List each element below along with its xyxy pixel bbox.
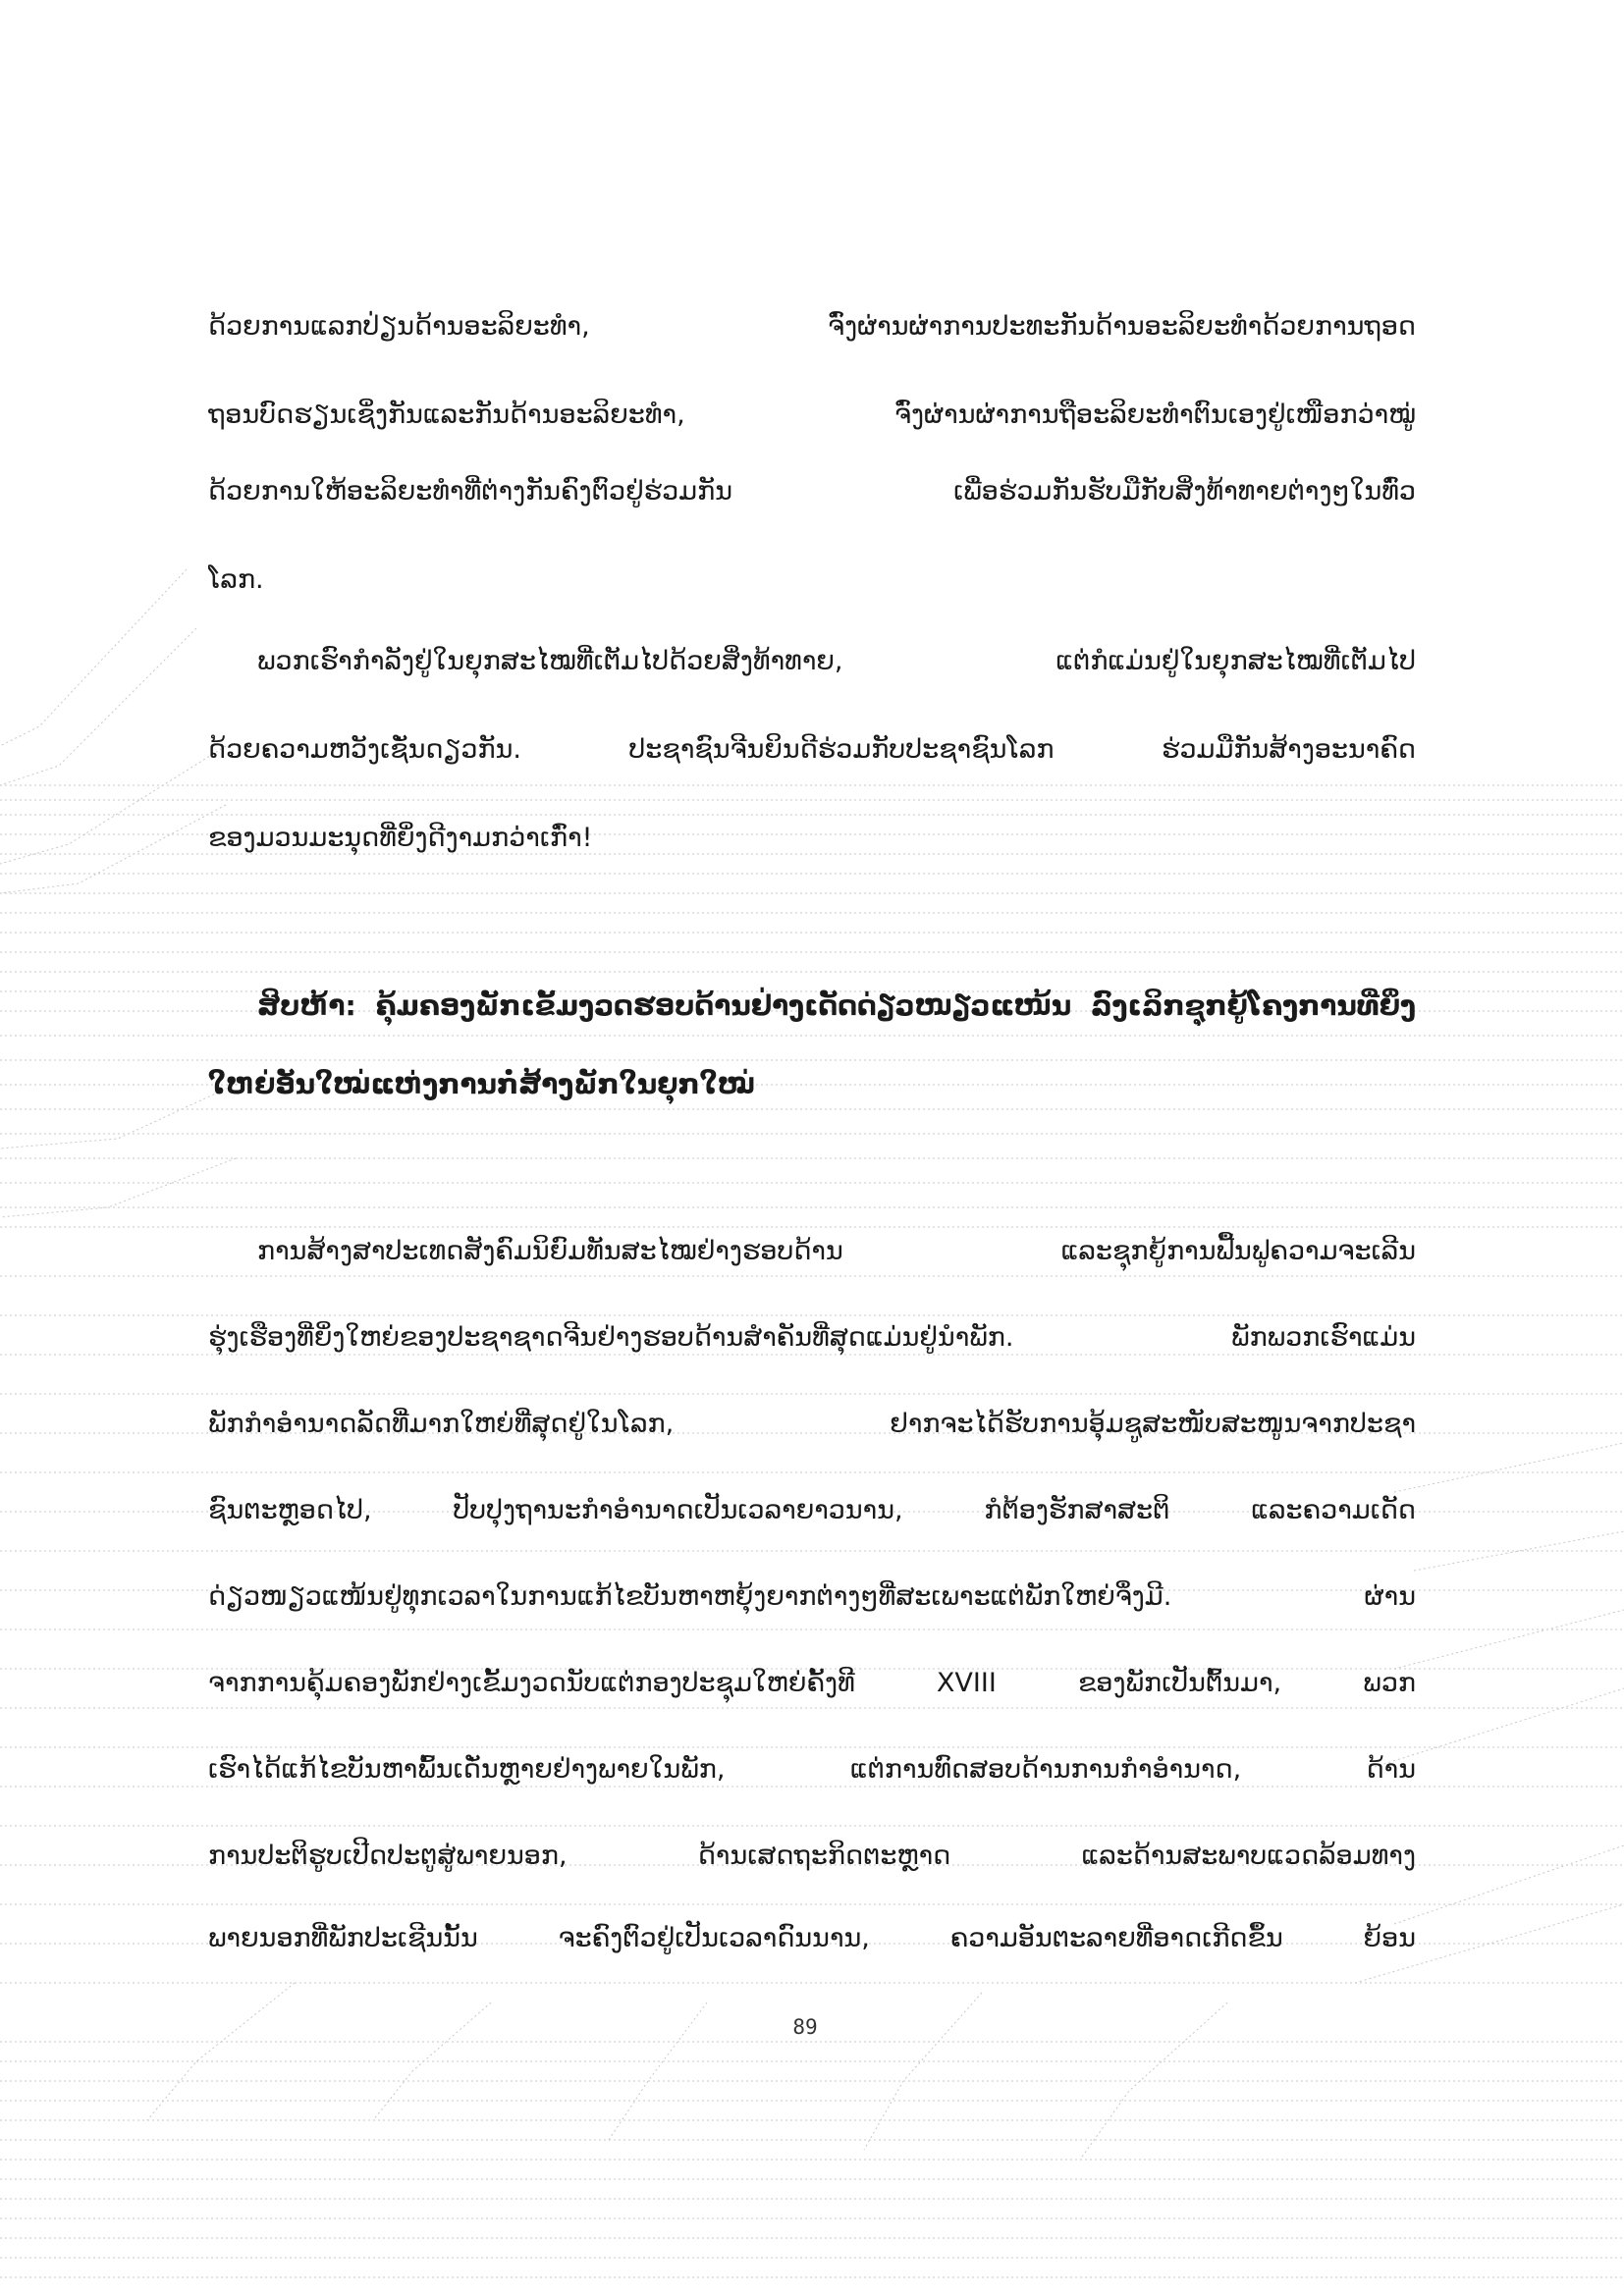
paragraph3-line-2: ຮຸ່ງເຮືອງທີ່ຍິ່ງໃຫຍ່ຂອງປະຊາຊາດຈີນຢ່າງຮອບດ້ານສຳຄັນທີ່ສຸດແມ່ນຢູ່ນຳພັກ. ພັກພວກເຮົາແມ່ນ (208, 1322, 1416, 1353)
paragraph2-line-3: ຂອງມວນມະນຸດທີ່ຍິ່ງດີງາມກວ່າເກົ່າ! (208, 823, 593, 853)
section-heading-line-2: ໃຫຍ່ອັນໃໝ່ແຫ່ງການກໍ່ສ້າງພັກໃນຍຸກໃໝ່ (208, 1068, 756, 1100)
paragraph3-line-9: ພາຍນອກທີ່ພັກປະເຊີນນັ້ນ ຈະຄົງຕົວຢູ່ເປັນເວລາດົນນານ, ຄວາມອັນຕະລາຍທີ່ອາດເກີດຂຶ້ນ ຍ້ອນ (208, 1923, 1416, 1953)
paragraph3-line-3: ພັກກຳອຳນາດລັດທີ່ມາກໃຫຍ່ທີ່ສຸດຢູ່ໃນໂລກ, ຢາກຈະໄດ້ຮັບການອຸ້ມຊູສະໜັບສະໜູນຈາກປະຊາ (208, 1409, 1416, 1439)
page-number: 89 (792, 2015, 818, 2039)
paragraph1-line-2: ຖອນບົດຮຽນເຊິ່ງກັນແລະກັນດ້ານອະລິຍະທຳ, ຈົ່ງຜ່ານຜ່າການຖືອະລິຍະທຳຕົນເອງຢູ່ເໜືອກວ່າໝູ່ (208, 400, 1416, 430)
paragraph3-line-5: ດ່ຽວໜຽວແໜ້ນຢູ່ທຸກເວລາໃນການແກ້ໄຂບັນຫາຫຍຸ້ງຍາກຕ່າງໆທີ່ສະເພາະແຕ່ພັກໃຫຍ່ຈຶ່ງມີ. ຜ່ານ (208, 1581, 1416, 1612)
paragraph3-line-6: ຈາກການຄຸ້ມຄອງພັກຢ່າງເຂັ້ມງວດນັບແຕ່ກອງປະຊຸມໃຫຍ່ຄັ້ງທີ XVIII ຂອງພັກເປັນຕົ້ນມາ, ພວກ (208, 1668, 1416, 1698)
paragraph1-line-1: ດ້ວຍການແລກປ່ຽນດ້ານອະລິຍະທຳ, ຈົ່ງຜ່ານຜ່າການປະທະກັນດ້ານອະລິຍະທຳດ້ວຍການຖອດ (208, 311, 1416, 342)
paragraph3-line-1: ການສ້າງສາປະເທດສັງຄົມນິຍົມທັນສະໄໝຢ່າງຮອບດ້ານ ແລະຊຸກຍູ້ການຟື້ນຟູຄວາມຈະເລີນ (257, 1236, 1416, 1266)
paragraph1-line-3: ດ້ວຍການໃຫ້ອະລິຍະທຳທີ່ຕ່າງກັນຄົງຕົວຢູ່ຮ່ວມກັນ ເພື່ອຮ່ວມກັນຮັບມືກັບສິ່ງທ້າທາຍຕ່າງໆໃນທົ່ວ (208, 476, 1416, 507)
paragraph3-line-8: ການປະຕິຮູບເປີດປະຕູສູ່ພາຍນອກ, ດ້ານເສດຖະກິດຕະຫຼາດ ແລະດ້ານສະພາບແວດລ້ອມທາງ (208, 1841, 1416, 1871)
paragraph3-line-7: ເຮົາໄດ້ແກ້ໄຂບັນຫາພົ້ນເດັ່ນຫຼາຍຢ່າງພາຍໃນພັກ, ແຕ່ການທົດສອບດ້ານການກຳອຳນາດ, ດ້ານ (208, 1754, 1416, 1785)
section-heading-line-1: ສິບຫ້າ: ຄຸ້ມຄອງພັກເຂັ້ມງວດຮອບດ້ານຢ່າງເດັດດ່ຽວໜຽວແໜ້ນ ລົງເລິກຊຸກຍູ້ໂຄງການທີ່ຍິ່ງ (257, 989, 1416, 1022)
paragraph1-line-4: ໂລກ. (208, 564, 264, 595)
paragraph2-line-1: ພວກເຮົາກຳລັງຢູ່ໃນຍຸກສະໄໝທີ່ເຕັມໄປດ້ວຍສິ່ງທ້າທາຍ, ແຕ່ກໍແມ່ນຢູ່ໃນຍຸກສະໄໝທີ່ເຕັມໄປ (257, 646, 1416, 676)
paragraph2-line-2: ດ້ວຍຄວາມຫວັງເຊັ່ນດຽວກັນ. ປະຊາຊົນຈີນຍິນດີຮ່ວມກັບປະຊາຊົນໂລກ ຮ່ວມມືກັນສ້າງອະນາຄົດ (208, 734, 1416, 765)
paragraph3-line-4: ຊົນຕະຫຼອດໄປ, ປັບປຸງຖານະກຳອຳນາດເປັນເວລາຍາວນານ, ກໍຕ້ອງຮັກສາສະຕິ ແລະຄວາມເດັດ (208, 1495, 1416, 1525)
